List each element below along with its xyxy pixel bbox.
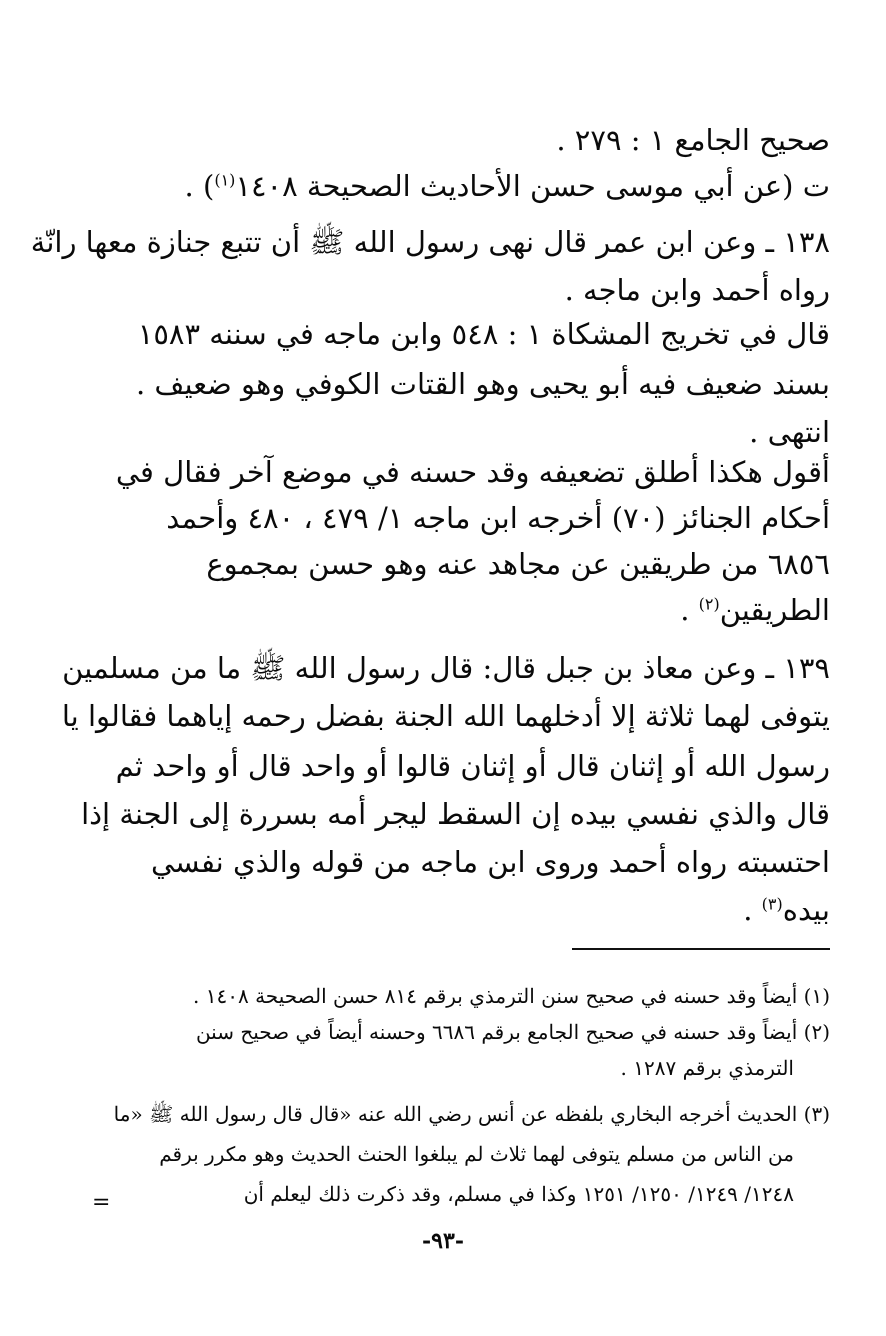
footnote-1: (١) أيضاً وقد حسنه في صحيح سنن الترمذي برقم ٨١٤ حسن الصحيحة ١٤٠٨ . [193,984,830,1008]
line-11-end: . [680,593,699,627]
footnote-ref-2: (٢) [698,594,720,614]
hadith-138-heading: ١٣٨ ـ وعن ابن عمر قال نهى رسول الله ﷺ أن تتبع جنازة معها رانّة [30,225,830,259]
text-line-16: احتسبته رواه أحمد وروى ابن ماجه من قوله والذي نفسي [150,845,830,879]
footnote-3-line-2: من الناس من مسلم يتوفى لهما ثلاث لم يبلغوا الحنث الحديث وهو مكرر برقم [159,1142,794,1166]
footnote-3-line-3: ١٢٤٨/ ١٢٤٩/ ١٢٥٠/ ١٢٥١ وكذا في مسلم، وقد ذكرت ذلك ليعلم أن [243,1182,794,1206]
text-line-7: انتهى . [749,415,830,449]
text-line-5: قال في تخريج المشكاة ١ : ٥٤٨ وابن ماجه في سننه ١٥٨٣ [137,317,830,351]
line-11-text: الطريقين [719,593,830,627]
text-line-8: أقول هكذا أطلق تضعيفه وقد حسنه في موضع آخر فقال في [115,455,830,489]
text-line-2 [130,164,830,208]
page-number: -٩٣- [422,1228,464,1254]
hadith-139-heading: ١٣٩ ـ وعن معاذ بن جبل قال: قال رسول الله ﷺ ما من مسلمين [62,651,830,685]
continuation-mark: = [92,1190,111,1215]
text-line-14: رسول الله أو إثنان قال أو إثنان قالوا أو واحد قال أو واحد ثم [115,749,830,783]
text-line-1: صحيح الجامع ١ : ٢٧٩ . [556,123,830,157]
text-line-15: قال والذي نفسي بيده إن السقط ليجر أمه بسررة إلى الجنة إذا [81,797,830,831]
line-17-text: بيده [782,893,830,927]
line-2-end: ) . [184,169,215,203]
text-line-9: أحكام الجنائز (٧٠) أخرجه ابن ماجه ١/ ٤٧٩ ، ٤٨٠ وأحمد [166,501,830,535]
text-line-10: ٦٨٥٦ من طريقين عن مجاهد عنه وهو حسن بمجموع [206,547,830,581]
text-line-13: يتوفى لهما ثلاثة إلا أدخلهما الله الجنة بفضل رحمه إياهما فقالوا يا [61,699,830,733]
footnote-2-line-1: (٢) أيضاً وقد حسنه في صحيح الجامع برقم ٦٦٨٦ وحسنه أيضاً في صحيح سنن [195,1020,830,1044]
text-line-4: رواه أحمد وابن ماجه . [564,273,830,307]
line-2-text: ت (عن أبي موسى حسن الأحاديث الصحيحة ١٤٠٨ [235,169,830,203]
line-17-end: . [743,893,762,927]
footnote-ref-1: (١) [214,170,236,190]
footnote-2-line-2: الترمذي برقم ١٢٨٧ . [620,1056,794,1080]
text-line-17 [130,888,830,932]
footnote-3-line-1: (٣) الحديث أخرجه البخاري بلفظه عن أنس رضي الله عنه «قال قال رسول الله ﷺ «ما [113,1102,830,1126]
footnote-ref-3: (٣) [761,894,783,914]
text-line-11 [130,588,830,632]
footnote-separator [572,948,830,950]
text-line-6: بسند ضعيف فيه أبو يحيى وهو القتات الكوفي وهو ضعيف . [135,367,830,401]
